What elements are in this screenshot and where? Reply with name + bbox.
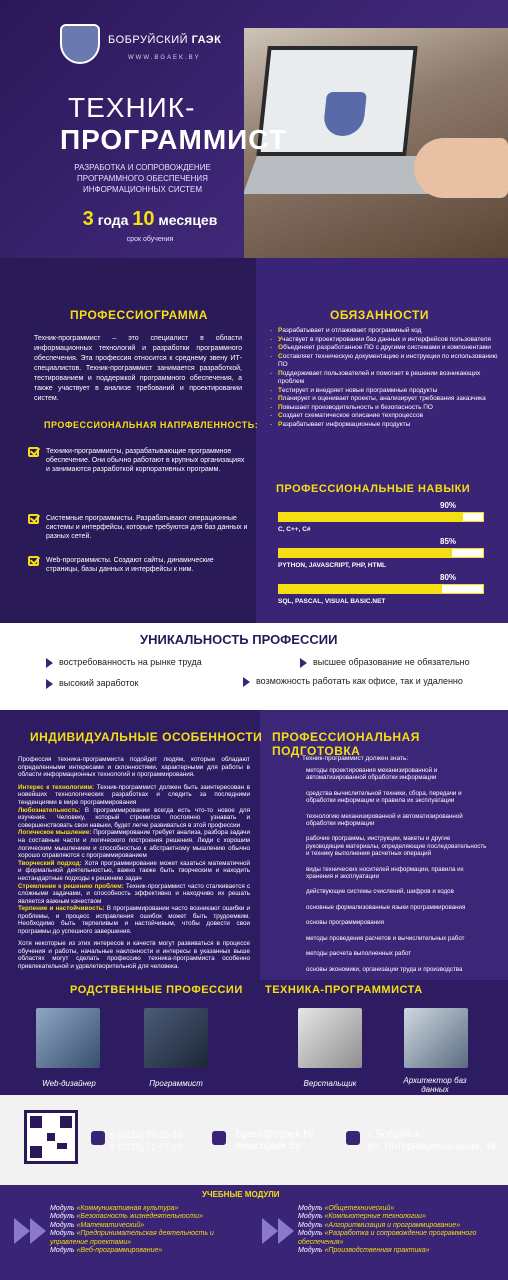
module-item: Модуль «Разработка и сопровождение программного обеспечения» [298,1230,477,1246]
triangle-bullet-icon [300,658,307,668]
professiogram-text: Техник-программист – это специалист в области информационных технологий и разработки программного обеспечения. Эта профессия относится к среднему звену ИТ-специалистов. Техник-программист занимается разработкой, тестированием и поддержкой программного обеспечения, а также участвует в анализе требований и проектировании систем. [34,335,242,402]
uniqueness-title: УНИКАЛЬНОСТЬ ПРОФЕССИИ [140,632,338,647]
skill-bar-fill [279,513,463,521]
training-item: виды технических носителей информации, правила их хранения и эксплуатации [290,866,490,881]
duties-list [270,327,500,429]
address: г. Бобруйск ул. Интернациональная, 46 [368,1129,496,1152]
duty-item: - Повышает производительность и безопасность ПО [270,404,500,413]
module-item: Модуль «Коммуникативная культура» [50,1205,179,1212]
skill-percent: 90% [440,501,457,510]
module-item: Модуль «Предпринимательская деятельность и управление проектами» [50,1230,214,1246]
checkbox-icon [28,514,39,524]
module-item: Модуль «Общетехнический» [298,1205,395,1212]
direction-item: Системные программисты. Разрабатывают операционные системы и интерфейсы, которые требуются для баз данных и разных сетей. [28,514,248,541]
duty-item: - Поддерживает пользователей и помогает в решении возникающих проблем [270,370,500,387]
directions-title: ПРОФЕССИОНАЛЬНАЯ НАПРАВЛЕННОСТЬ: [44,420,259,430]
chevron-right-icon [30,1218,46,1244]
chevron-right-icon [278,1218,294,1244]
duty-item: - Участвует в проектировании баз данных и интерфейсов пользователя [270,336,500,345]
uniqueness-item: востребованность на рынке труда [46,657,202,668]
uniqueness-item: высшее образование не обязательно [300,657,470,668]
related-title: РОДСТВЕННЫЕ ПРОФЕССИИ [70,984,243,996]
duty-item: - Разрабатывает информационные продукты [270,421,500,430]
trait-item: Стремление к решению проблем: Техник-программист часто сталкивается с сложными задачами, и способность эффективно и находчиво их решать является важным качеством [18,882,250,905]
duty-item: - Объединяет разработанное ПО с другими системами и компонентами [270,344,500,353]
training-item: методы проектирования механизированной и автоматизированной обработки информации [290,767,490,782]
modules-right [298,1205,503,1255]
training-item: действующие системы счислений, шифров и кодов [290,888,490,895]
skill-bar-fill [279,585,442,593]
job-label: Верстальщик [303,1079,357,1088]
training-lead: Техник-программист должен знать: [302,755,409,762]
subtitle: РАЗРАБОТКА И СОПРОВОЖДЕНИЕ ПРОГРАММНОГО ОБЕСПЕЧЕНИЯ ИНФОРМАЦИОННЫХ СИСТЕМ [74,163,211,194]
skill-percent: 85% [440,537,457,546]
module-item: Модуль «Алгоритмизация и программирование» [298,1221,461,1229]
training-item: основы экономики, организации труда и производства [290,966,490,973]
location-icon [346,1131,360,1145]
features-title: ИНДИВИДУАЛЬНЫЕ ОСОБЕННОСТИ [30,730,263,744]
duty-item: - Создает схематическое описание техпроцессов [270,412,500,421]
skill-bar [278,512,484,522]
duration-note: срок обучения [126,236,174,243]
layout-designer-image [298,1008,362,1068]
features-outro: Хотя некоторые из этих интересов и качеств могут развиваться в процессе обучения и работы, начальные наклонности и интересы в указанных выше областях могут сделать профессию техника-программиста особенно привлекательной и удовлетворительной для человека. [18,940,250,970]
job-label: Программист [149,1079,203,1088]
job-label: Web-дизайнер [42,1079,96,1088]
modules-left [50,1205,250,1255]
triangle-bullet-icon [46,679,53,689]
skill-percent: 80% [440,573,457,582]
module-item: Модуль «Веб-программирование» [50,1247,163,1255]
web-contacts[interactable]: bgaek@bgaek.by www.bgaek.by [236,1129,314,1152]
module-item: Модуль «Компьютерные технологии» [298,1213,426,1221]
programmer-image [144,1008,208,1068]
skill-label: SQL, PASCAL, VISUAL BASIC.NET [278,598,386,605]
email-icon [212,1131,226,1145]
training-item: рабочие программы, инструкции, макеты и другие руководящие материалы, определяющие последовательность и технику выполнения расчетных операций [290,835,490,857]
duty-item: - Планирует и оценивает проекты, анализирует требования заказчика [270,395,500,404]
title-line-1: ТЕХНИК- [68,92,196,123]
triangle-bullet-icon [46,658,53,668]
training-item: методы расчета выполненных работ [290,950,490,957]
features-text [18,756,250,936]
checkbox-icon [28,556,39,566]
training-item: средства вычислительной техники, сбора, передачи и обработки информации и правила их эксплуатации [290,790,490,805]
features-intro: Профессия техника-программиста подойдет людям, которые обладают определенными интересами и склонностями, характерными для работы в области информационных технологий и программирования. [18,756,250,779]
org-name: БОБРУЙСКИЙ ГАЭК [108,34,222,46]
triangle-bullet-icon [243,677,250,687]
training-item: основы программирования [290,919,490,926]
skill-bar [278,584,484,594]
duties-title: ОБЯЗАННОСТИ [330,308,429,322]
chevron-right-icon [14,1218,30,1244]
chevron-right-icon [262,1218,278,1244]
module-item: Модуль «Безопасность жизнедеятельности» [50,1213,203,1221]
checkbox-icon [28,447,39,457]
modules-title: УЧЕБНЫЕ МОДУЛИ [202,1190,280,1199]
module-item: Модуль «Производственная практика» [298,1247,430,1255]
duty-item: - Тестирует и внедряет новые программные продукты [270,387,500,396]
qr-code-icon[interactable] [24,1110,78,1164]
college-logo-icon [60,24,100,64]
direction-item: Техники-программисты, разрабатывающие программное обеспечение. Они обычно работают в крупных организациях и занимаются разработкой корпоративных программ. [28,447,248,474]
screen-logo-icon [322,92,367,136]
module-item: Модуль «Математический» [50,1221,145,1229]
duty-item: - Разрабатывает и отлаживает программный код [270,327,500,336]
training-list [290,767,490,981]
related-title-right: ТЕХНИКА-ПРОГРАММИСТА [265,984,423,996]
org-url: WWW.BGAEK.BY [128,55,201,61]
skill-bar [278,548,484,558]
training-item: основные формализованные языки программирования [290,904,490,911]
skill-label: PYTHON, JAVASCRIPT, PHP, HTML [278,562,386,569]
web-designer-image [36,1008,100,1068]
job-label: Архитектор баз данных [403,1076,467,1094]
skill-bar-fill [279,549,452,557]
skill-label: C, C++, C# [278,526,311,533]
direction-item: Web-программисты. Создают сайты, динамические страницы, базы данных и интерфейсы к ним. [28,556,248,574]
trait-item: Творческий подход: Хотя программирование может казаться математичной и формальной деятельностью, важно также быть творческим и находить нестандартные подходы к решению задач [18,859,251,882]
training-item: технологию механизированной и автоматизированной обработки информации [290,813,490,828]
phone-numbers: 8 (0222) 75-25-45 8 (0225) 71-77-19 [110,1130,183,1152]
title-line-2: ПРОГРАММИСТ [60,124,287,155]
phone-icon [91,1131,105,1145]
trait-item: Интерес к технологиям: Техник-программист должен быть заинтересован в новейших технологических разработках и следить за последними тенденциями в мире программирования [18,783,250,806]
duty-item: - Составляет техническую документацию и инструкции по использованию ПО [270,353,500,370]
trait-item: Любознательность: В программировании всегда есть что-то новое для изучения. Человеку, который стремится постоянно узнавать и совершенствовать свои навыки, будет легче развиваться в этой профессии [18,806,250,829]
uniqueness-item: возможность работать как офисе, так и удаленно [243,676,463,687]
trait-item: Логическое мышление: Программирование требует анализа, разбора задачи на составные части и логического построения решения. Люди с хорошим логическим мышлением и способностью к абстрактному мышлению обычно хорошо справляются с программированием [18,829,250,860]
training-title: ПРОФЕССИОНАЛЬНАЯ ПОДГОТОВКА [272,730,420,758]
db-architect-image [404,1008,468,1068]
training-item: методы проведения расчетов и вычислительных работ [290,935,490,942]
duration: 3 года 10 месяцев [82,208,218,230]
hand-image [414,138,508,198]
trait-item: Терпение и настойчивость: В программировании часто возникают ошибки и проблемы, и процесс исправления ошибок может быть трудоемким. Необходимо быть терпеливым и настойчивым, чтобы довести свои программы до успешного завершения. [18,905,250,936]
professiogram-title: ПРОФЕССИОГРАММА [70,308,208,322]
uniqueness-item: высокий заработок [46,678,138,689]
skills-title: ПРОФЕССИОНАЛЬНЫЕ НАВЫКИ [276,483,471,495]
